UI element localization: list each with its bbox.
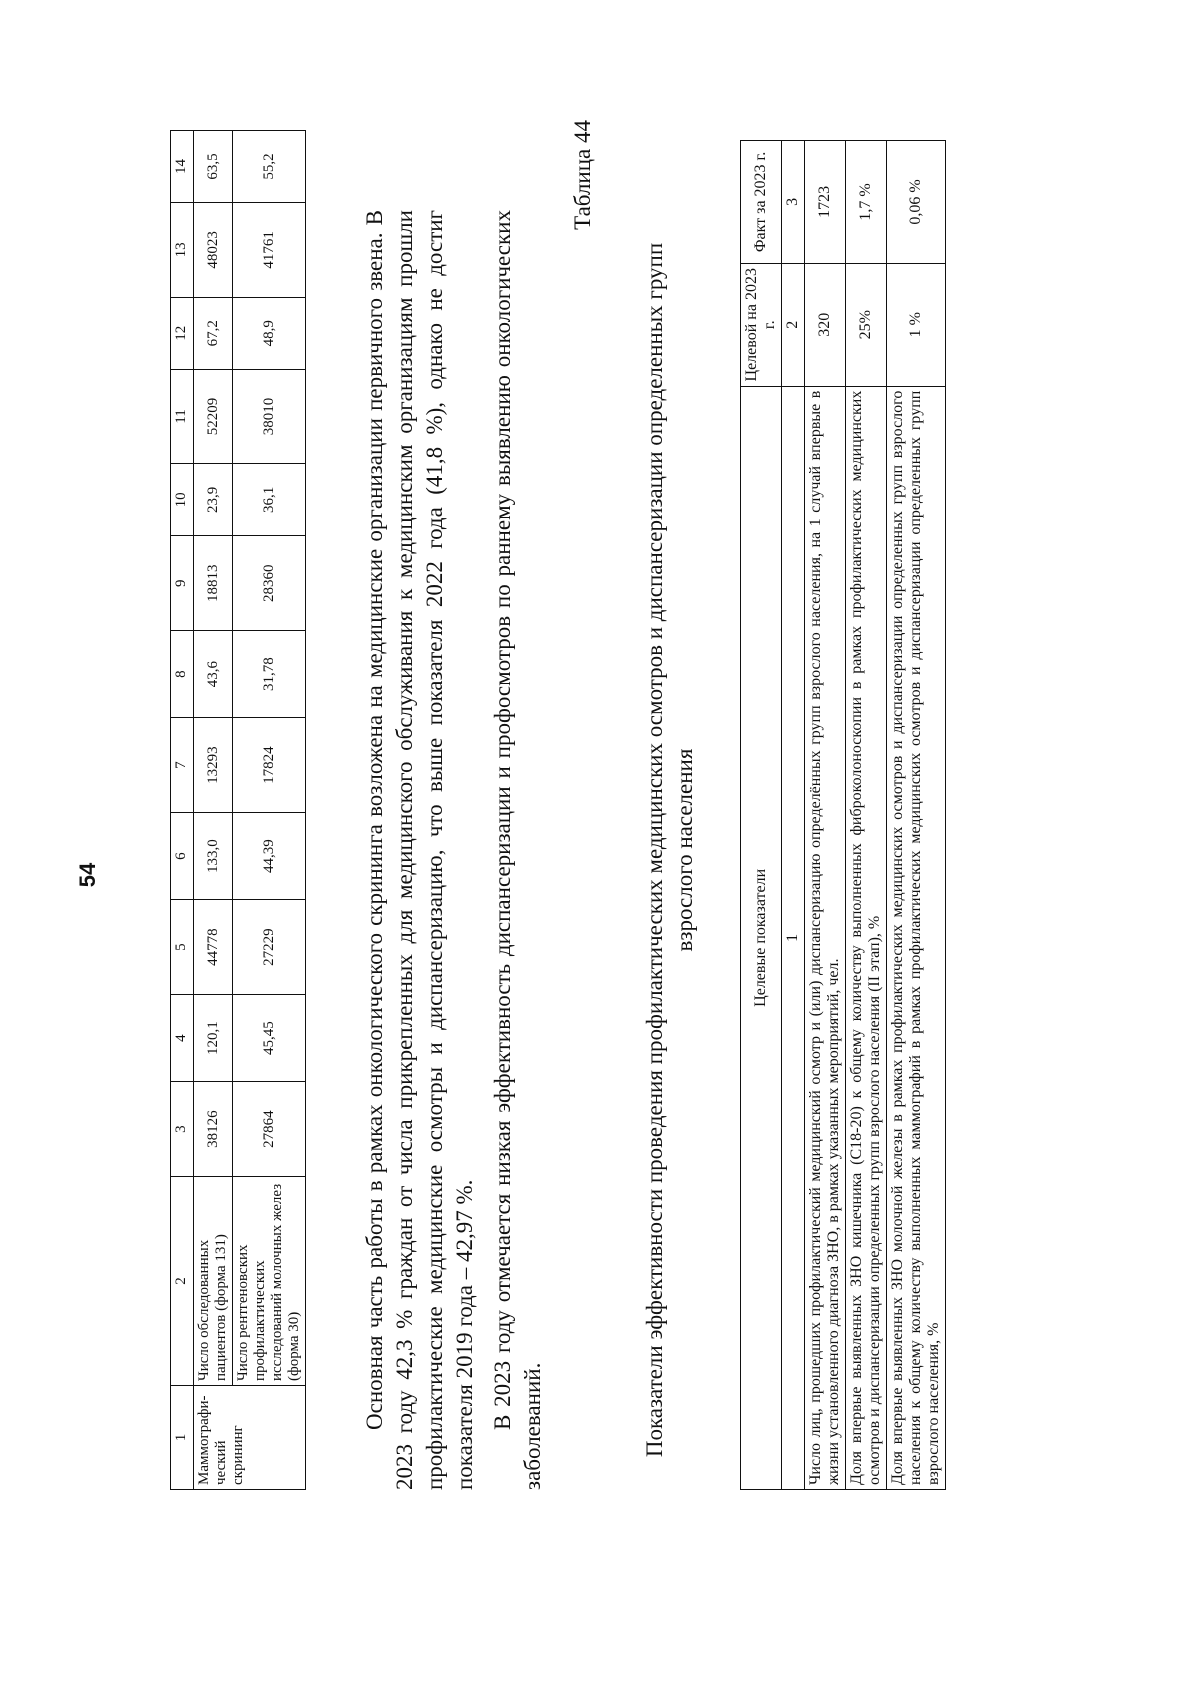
paragraph-text: В 2023 году отмечается низкая эффективность диспансеризации и профосмотров по раннему выявлению онкологических заболеваний. bbox=[490, 210, 545, 1490]
body-paragraph bbox=[488, 210, 548, 1490]
effectiveness-table bbox=[740, 140, 946, 1490]
value-cell: 38126 bbox=[194, 1082, 233, 1177]
table-caption: Показатели эффективности проведения профилактических медицинских осмотров и диспансеризации определенных групп взрослого населения bbox=[642, 242, 697, 1458]
page-number: 54 bbox=[75, 862, 101, 888]
header-cell: 10 bbox=[171, 464, 194, 536]
value-cell: 18813 bbox=[194, 536, 233, 631]
header-cell: 8 bbox=[171, 631, 194, 718]
rotated-page-content bbox=[170, 120, 1100, 1490]
value-cell: 63,5 bbox=[194, 131, 233, 203]
table-number: Таблица 44 bbox=[570, 120, 595, 230]
paragraph-text: Основная часть работы в рамках онкологического скрининга возложена на медицинские организации первичного звена. В 2023 году 42,3 % граждан от числа прикрепленных для медицинского обслуживания к медицинским организациям прошли профилактические медицинские осмотры и диспансеризацию, что выше показателя 2022 года (41,8 %), однако не достиг показателя 2019 года – 42,97 %. bbox=[362, 210, 477, 1490]
group-label-cell: Маммографи-ческий скрининг bbox=[194, 1386, 306, 1490]
value-cell: 31,78 bbox=[233, 631, 306, 718]
fact-cell: 0,06 % bbox=[887, 141, 946, 264]
header-cell: 5 bbox=[171, 900, 194, 995]
table-row bbox=[805, 141, 846, 1490]
header-cell: 2 bbox=[171, 1177, 194, 1386]
value-cell: 55,2 bbox=[233, 131, 306, 203]
header-cell: Факт за 2023 г. bbox=[741, 141, 782, 264]
value-cell: 41761 bbox=[233, 202, 306, 297]
row-label-cell: Число рентгеновских профилактических исследований молочных желез (форма 30) bbox=[233, 1177, 306, 1386]
table-header-row bbox=[741, 141, 782, 1490]
header-cell: 11 bbox=[171, 369, 194, 464]
fact-cell: 1723 bbox=[805, 141, 846, 264]
value-cell: 44,39 bbox=[233, 813, 306, 900]
value-cell: 17824 bbox=[233, 718, 306, 813]
indicator-cell: Число лиц, прошедших профилактический медицинский осмотр и (или) диспансеризацию определённых групп взрослого населения, на 1 случай впервые в жизни установленного диагноза ЗНО, в рамках указанных мероприятий, чел. bbox=[805, 386, 846, 1489]
indicator-cell: Доля впервые выявленных ЗНО кишечника (С18-20) к общему количеству выполненных фиброколоноскопии в рамках профилактических медицинских осмотров и диспансеризации определенных групп взрослого населения (II этап), % bbox=[846, 386, 887, 1489]
numbering-cell: 3 bbox=[782, 141, 805, 264]
screening-table bbox=[170, 130, 306, 1490]
value-cell: 52209 bbox=[194, 369, 233, 464]
target-cell: 25% bbox=[846, 263, 887, 386]
table-row bbox=[194, 131, 233, 1490]
value-cell: 44778 bbox=[194, 900, 233, 995]
header-cell: 3 bbox=[171, 1082, 194, 1177]
numbering-row bbox=[782, 141, 805, 1490]
value-cell: 43,6 bbox=[194, 631, 233, 718]
value-cell: 48,9 bbox=[233, 297, 306, 369]
header-cell: 13 bbox=[171, 202, 194, 297]
table-header-row bbox=[171, 131, 194, 1490]
header-cell: 12 bbox=[171, 297, 194, 369]
target-cell: 320 bbox=[805, 263, 846, 386]
value-cell: 133,0 bbox=[194, 813, 233, 900]
table-row bbox=[233, 131, 306, 1490]
value-cell: 36,1 bbox=[233, 464, 306, 536]
indicator-cell: Доля впервые выявленных ЗНО молочной железы в рамках профилактических медицинских осмотров и диспансеризации определенных групп взрослого населения к общему количеству выполненных маммографий в рамках профилактических медицинских осмотров и диспансеризации определенных групп взрослого населения, % bbox=[887, 386, 946, 1489]
value-cell: 120,1 bbox=[194, 995, 233, 1082]
value-cell: 45,45 bbox=[233, 995, 306, 1082]
target-cell: 1 % bbox=[887, 263, 946, 386]
row-label-cell: Число обследованных пациентов (форма 131) bbox=[194, 1177, 233, 1386]
header-cell: 4 bbox=[171, 995, 194, 1082]
header-cell: Целевой на 2023 г. bbox=[741, 263, 782, 386]
numbering-cell: 2 bbox=[782, 263, 805, 386]
value-cell: 67,2 bbox=[194, 297, 233, 369]
value-cell: 28360 bbox=[233, 536, 306, 631]
header-cell: 9 bbox=[171, 536, 194, 631]
header-cell: 1 bbox=[171, 1386, 194, 1490]
value-cell: 48023 bbox=[194, 202, 233, 297]
body-paragraph bbox=[360, 210, 480, 1490]
header-cell: 6 bbox=[171, 813, 194, 900]
numbering-cell: 1 bbox=[782, 386, 805, 1489]
value-cell: 23,9 bbox=[194, 464, 233, 536]
table-row bbox=[887, 141, 946, 1490]
value-cell: 27229 bbox=[233, 900, 306, 995]
header-cell: 7 bbox=[171, 718, 194, 813]
value-cell: 27864 bbox=[233, 1082, 306, 1177]
fact-cell: 1,7 % bbox=[846, 141, 887, 264]
header-cell: 14 bbox=[171, 131, 194, 203]
table-row bbox=[846, 141, 887, 1490]
header-cell: Целевые показатели bbox=[741, 386, 782, 1489]
value-cell: 38010 bbox=[233, 369, 306, 464]
value-cell: 13293 bbox=[194, 718, 233, 813]
